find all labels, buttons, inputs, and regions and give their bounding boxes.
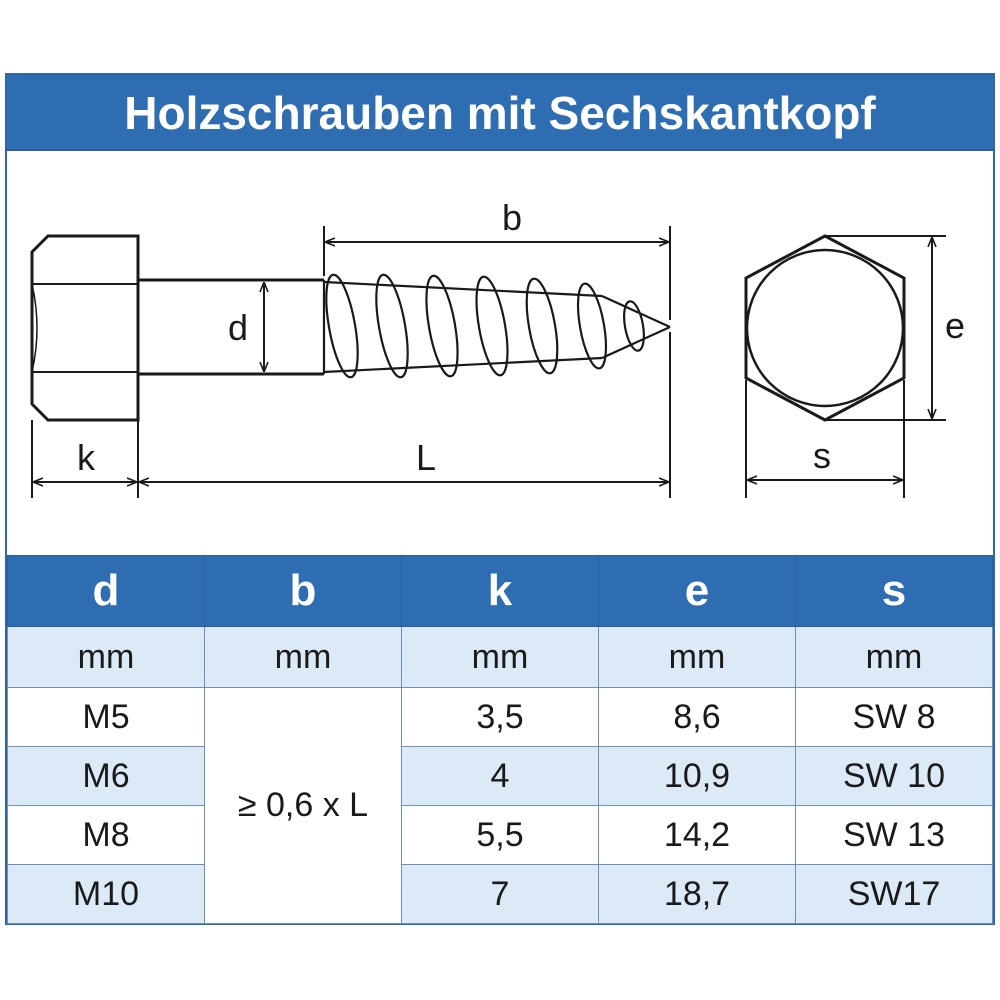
header-b: b bbox=[205, 556, 402, 627]
cell-e: 8,6 bbox=[599, 688, 796, 747]
table-unit-row bbox=[8, 627, 993, 688]
screw-head-side bbox=[32, 236, 138, 420]
page-title: Holzschrauben mit Sechskantkopf bbox=[124, 87, 876, 139]
spec-table bbox=[7, 555, 993, 924]
table-row bbox=[8, 688, 993, 747]
dimension-b-label: b bbox=[501, 197, 523, 238]
header-s: s bbox=[796, 556, 993, 627]
table-row bbox=[8, 865, 993, 924]
cell-s: SW 8 bbox=[796, 688, 993, 747]
cell-e: 18,7 bbox=[599, 865, 796, 924]
spec-sheet-frame bbox=[5, 73, 995, 925]
cell-d: M10 bbox=[8, 865, 205, 924]
cell-e: 10,9 bbox=[599, 747, 796, 806]
screw-head-top bbox=[746, 236, 904, 420]
cell-b-merged: ≥ 0,6 x L bbox=[205, 688, 402, 924]
cell-d: M5 bbox=[8, 688, 205, 747]
header-e: e bbox=[599, 556, 796, 627]
header-k: k bbox=[402, 556, 599, 627]
unit-b: mm bbox=[205, 627, 402, 688]
cell-d: M8 bbox=[8, 806, 205, 865]
cell-k: 4 bbox=[402, 747, 599, 806]
dimension-k-label: k bbox=[77, 437, 95, 478]
cell-k: 5,5 bbox=[402, 806, 599, 865]
dimension-l-label: L bbox=[415, 437, 437, 478]
header-d: d bbox=[8, 556, 205, 627]
cell-s: SW 10 bbox=[796, 747, 993, 806]
cell-d: M6 bbox=[8, 747, 205, 806]
cell-k: 7 bbox=[402, 865, 599, 924]
unit-s: mm bbox=[796, 627, 993, 688]
cell-k: 3,5 bbox=[402, 688, 599, 747]
unit-k: mm bbox=[402, 627, 599, 688]
dimension-e-label: e bbox=[944, 305, 966, 346]
screw-thread bbox=[320, 273, 670, 380]
table-row bbox=[8, 747, 993, 806]
dimension-e bbox=[825, 236, 946, 420]
table-header-row bbox=[8, 556, 993, 627]
dimension-d-label: d bbox=[227, 307, 249, 348]
table-row bbox=[8, 806, 993, 865]
dimension-s-label: s bbox=[813, 435, 831, 476]
unit-e: mm bbox=[599, 627, 796, 688]
unit-d: mm bbox=[8, 627, 205, 688]
dimension-k-l bbox=[32, 332, 670, 498]
cell-s: SW 13 bbox=[796, 806, 993, 865]
cell-s: SW17 bbox=[796, 865, 993, 924]
cell-e: 14,2 bbox=[599, 806, 796, 865]
